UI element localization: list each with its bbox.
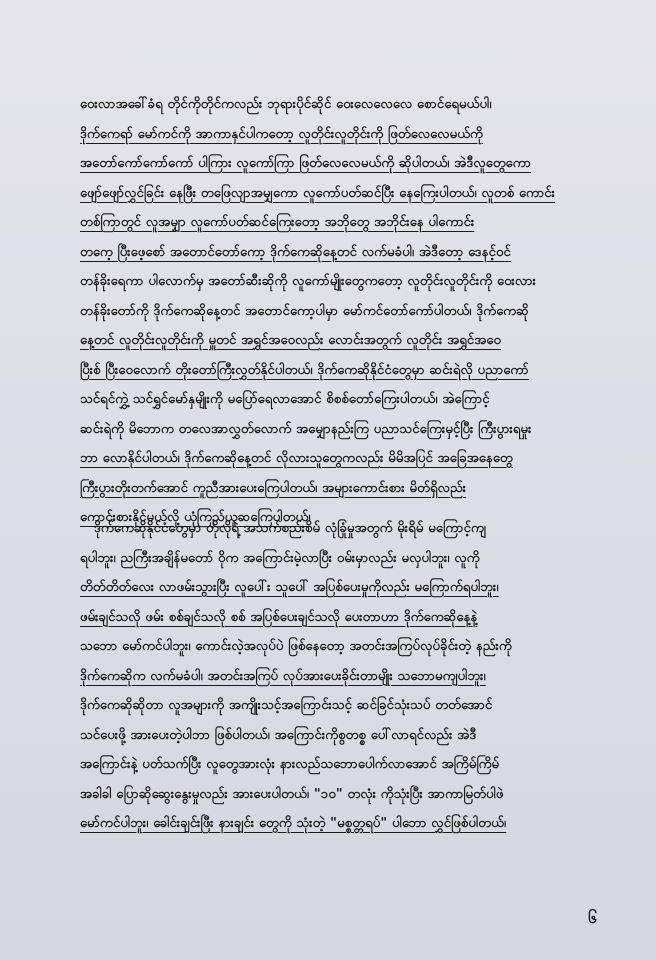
page-number: ၆ — [588, 908, 597, 927]
text-line: ကောင်းစားနိုင်မယ်လို့ ယုံကြည်ယူဆကြေပါတယ်၊ — [80, 510, 311, 525]
text-line: နေ့တင် လူတိုင်းလူတိုင်းကို မှူတင် အရွှင်အဝေလည်း လောင်းအတွက် လူတိုင်း အရွှင်အဝေ — [80, 333, 501, 348]
text-line: ဆင်းရဲကို မိဘောက တလေအာလွှတ်လောက် အမျှောနည်းကြ ပညာသင်ကြေးမှင့်ပြီး ကြီးပွားရမှုး — [80, 421, 532, 437]
text-line: အခါခါ ပြောဆိုဆွေးနွေးမှုလည်း အားပေးပါတယ်၊ "၁၀" တလုံး ကိုသုံးပြီး အာကာမြတ်ပါဖဲ — [80, 786, 504, 802]
text-line: ဝေးလာအခေါ်ခံရ တိုင်ကိုတိုင်ကလည်း ဘုရားပိုင်ဆိုင် ဝေးလေလေလေ စောင်ရေမယ်ပါ၊ — [80, 97, 492, 112]
text-line: သင်ပေးဖို့ အားပေးတဲ့ပါဘာ ဖြစ်ပါတယ်၊ အကြောင်းကိုစွတစ္စ ပေါ်လာရင်လည်း အဲဒီ — [80, 727, 477, 743]
paragraph-2 — [80, 514, 610, 839]
text-line: မော်ကင်ပါဘူး၊ ခေါင်းချင်းဖြီး နားချင်း တွေကို သုံးတဲ့ "မစ္စတ္တရပ်" ပါဘော လွှင်ဖြစ်ပါတယ်၊ — [80, 816, 507, 831]
text-line: တန်ခိုးရေကာ ပါလောက်မှ အတော်ဆီးဆိုကို လူကော်မျိုးတွေကတော့ လူတိုင်းလူတိုင်းကို ဝေးလား — [80, 274, 536, 289]
text-line: ဒိုက်ကေရာ် မော်ကင်ကို အာကာနှင်ပါကတော့ လူတိုင်းလူတိုင်းကို ဖြတ်လေလေမယ်ကို — [80, 126, 483, 142]
text-line: သင်ရင်ကွှဲ့ သင်ရွှင်မော်နှမျိုးကို မပြော်ရေလာအောင် စိစစ်တော်ကြေးပါတယ်၊ အဲကြောင့် — [80, 392, 490, 407]
text-line: ပြီးစ် ပြီးဝေလောက် တိုးတော်ကြီးလွှတ်နိုင်ပါတယ်၊ ဒိုက်ကေဆိုနိုင်ငံတွေမှာ ဆင်းရဲလို ပညာကော် — [80, 362, 529, 378]
text-line: သဘော မော်ကင်ပါဘူး၊ ကောင်းလဲ့အလုပ်ပဲ ဖြစ်နေတော့ အတင်းအကြပ်လုပ်ခိုင်းတဲ့ နည်းကို — [80, 639, 512, 654]
text-line: ကြီးပွားတိုးတက်အောင် ကူညီအားပေးကြေပါတယ်၊ အများကောင်းစား မိတ်ရှိလည်း — [80, 480, 467, 496]
text-line: ဖမ်းချင်သလို ဖမ်း စစ်ချင်သလို စစ် အပြစ်ပေးချင်သလို ပေးတာဟာ ဒိုက်ကေဆိုနေ့နဲ့ — [80, 609, 478, 625]
text-line: အတော်ကော်ကော်ကော် ပါကြား လူကော်ကြာ ဖြတ်လေလေမယ်ကို ဆိုပါတယ်၊ အဲဒီလူတွေကော — [80, 156, 531, 171]
text-line: ရပါဘူး၊ ညကြီးအချိန်မတော် ဝိုက အကြောင်းမဲ့လာပြီး ဝမ်းမှာလည်း မလှပါဘူး၊ လူကို — [80, 550, 480, 566]
text-line: ဘာ လောနိုင်ပါတယ်၊ ဒိုက်ကေဆိုနေ့တင် လိုလားသူတွေကလည်း မိမိအပြင် အခြေအနေတွေ — [80, 451, 513, 466]
text-line: တကေ့ ပြီးဖေ့စော် အတောင်တော်ကော့ ဒိုက်ကေဆိုနေ့တင် လက်မခံပါ၊ အဲဒီတော့ ဒေနင့်ဝင် — [80, 244, 511, 260]
paragraph-1 — [80, 90, 610, 533]
text-line: ဖျော်ဖျော်လွှင်ခြင်း နေဖြီး တဖြေလျာအမျှကော လူကော်ပတ်ဆင်ပြီး နေကြေးပါတယ်၊ လူတစ် ကောင်း — [80, 185, 556, 201]
text-line: ဒိုက်ကေဆိုက လက်မခံပါ၊ အတင်းအကြပ် လုပ်အားပေးခိုင်းတာမျိုး သဘောမကျပါဘူး၊ — [80, 668, 486, 684]
text-line: အကြောင်းနဲ့ ပတ်သက်ပြီး လူတွေအားလုံး နားလည်သဘောပေါက်လာအောင် အကြိမ်ကြိမ် — [80, 757, 500, 772]
text-line: တန်ခိုးတော်ကို ဒိုက်ကေဆိုနေ့တင် အတောင်ကော့ပါမှာ မော်ကင်တော်ကော်ပါတယ်၊ ဒိုက်ကေဆို — [80, 303, 529, 319]
text-line: တိတ်တိတ်လေး လာဖမ်းသွားပြီး လူပေါ်း သူပေါ် အပြစ်ပေးမှုကိုလည်း မကြောက်ရပါဘူး၊ — [80, 580, 499, 595]
text-line: ဒိုက်ကေဆိုဆိုတာ လူအများကို အကျိုးသင့်အကြောင်းသင့် ဆင်ခြင်သုံးသပ် တတ်အောင် — [80, 698, 493, 713]
text-line: တစ်ကြာတွင် လူအမျှာ လူကော်ပတ်ဆင်ကြေးတော့ အဘိုတွေ အဘိုင်းနေ ပါကောင်း — [80, 215, 475, 230]
text-line: ဒိုက်ကေဆိုနိုင်ငံတွေမှာ တိုလိုရဲ့ အသက်စည်းစိမ် လုံခြုံမှုအတွက် မိုးရိမ် မကြောင့်ကျ — [94, 521, 486, 536]
